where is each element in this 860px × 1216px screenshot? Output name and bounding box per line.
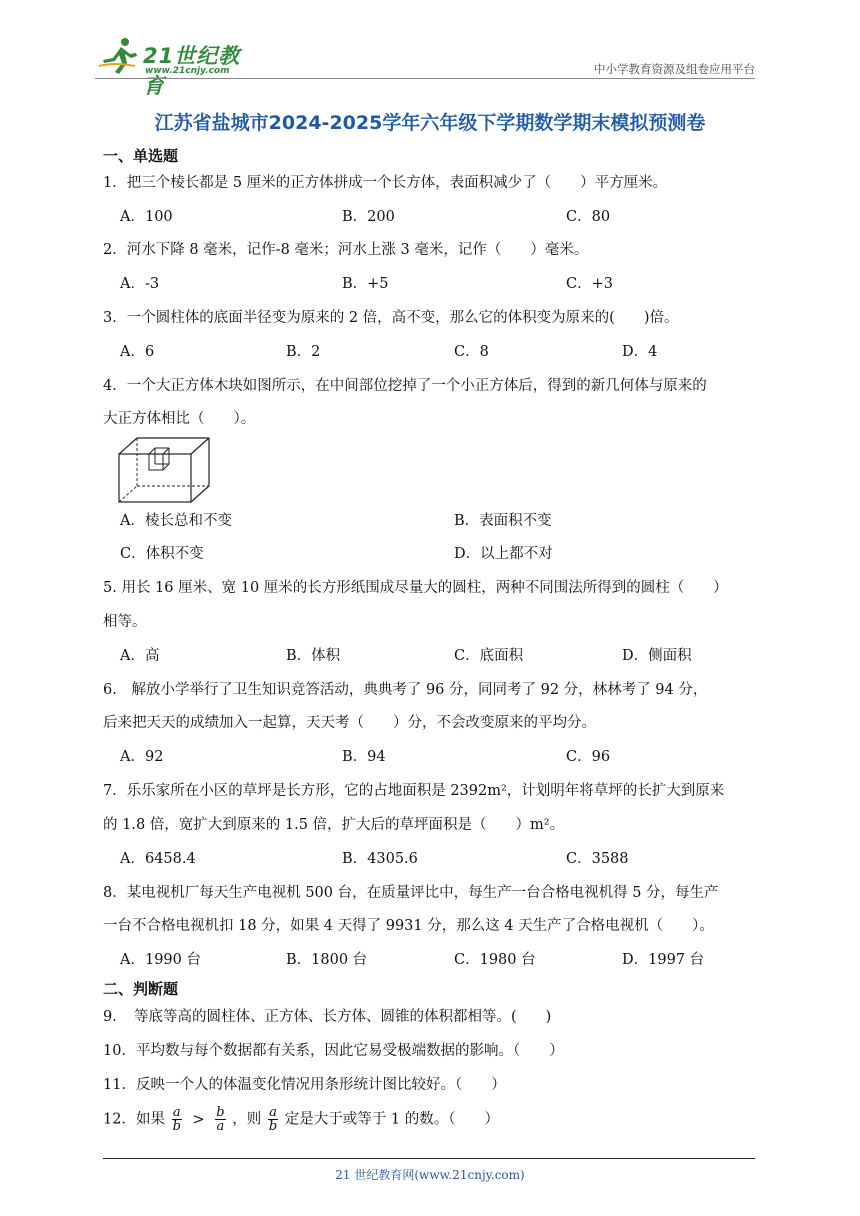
- q8-option-a: A．1990 台: [120, 952, 201, 968]
- q3-option-b: B．2: [286, 344, 321, 360]
- question-4-line-2: 大正方体相比（ ）。: [103, 411, 256, 427]
- question-4-line-1: 4．一个大正方体木块如图所示，在中间部位挖掉了一个小正方体后，得到的新几何体与原来的: [103, 378, 707, 394]
- q12-prefix: 12．如果: [103, 1111, 165, 1128]
- question-1: 1．把三个棱长都是 5 厘米的正方体拼成一个长方体，表面积减少了（ ）平方厘米。: [103, 175, 668, 191]
- q8-option-d: D．1997 台: [622, 952, 705, 968]
- platform-name: 中小学教育资源及组卷应用平台: [594, 62, 755, 76]
- q6-option-b: B．94: [342, 749, 386, 765]
- q7-option-c: C．3588: [566, 851, 629, 867]
- question-12: [103, 1106, 499, 1133]
- page-footer: 21 世纪教育网(www.21cnjy.com): [335, 1168, 525, 1182]
- fraction-a-over-b-2: $\frac{a}{b}$: [268, 1105, 278, 1134]
- q4-option-a: A．棱长总和不变: [120, 513, 232, 529]
- question-8-line-1: 8．某电视机厂每天生产电视机 500 台，在质量评比中，每生产一台合格电视机得 5 分，每生产: [103, 885, 719, 901]
- q4-option-c: C．体积不变: [120, 546, 204, 562]
- q5-option-d: D．侧面积: [622, 648, 692, 664]
- q3-option-c: C．8: [454, 344, 489, 360]
- q12-suffix: 定是大于或等于 1 的数。（ ）: [284, 1111, 499, 1128]
- question-11: 11．反映一个人的体温变化情况用条形统计图比较好。（ ）: [103, 1077, 506, 1093]
- section-heading-true-false: 二、判断题: [103, 980, 179, 998]
- q1-option-a: A．100: [120, 209, 173, 225]
- header-divider: [95, 78, 755, 79]
- logo-wordmark: 21世纪教育: [143, 44, 241, 98]
- question-5-line-2: 相等。: [103, 614, 147, 630]
- page-header: [95, 30, 755, 98]
- q7-option-a: A．6458.4: [120, 851, 196, 867]
- question-6-line-1: 6. 解放小学举行了卫生知识竞答活动，典典考了 96 分，同同考了 92 分，林林考了 94 分，: [103, 682, 708, 698]
- q8-option-c: C．1980 台: [454, 952, 536, 968]
- q6-option-a: A．92: [120, 749, 164, 765]
- question-3: 3．一个圆柱体的底面半径变为原来的 2 倍，高不变，那么它的体积变为原来的( )倍。: [103, 310, 679, 326]
- q5-option-b: B．体积: [286, 648, 341, 664]
- q7-option-b: B．4305.6: [342, 851, 418, 867]
- runner-logo-icon: [95, 36, 147, 76]
- question-8-line-2: 一台不合格电视机扣 18 分，如果 4 天得了 9931 分，那么这 4 天生产了合格电视机（ ）。: [103, 918, 714, 934]
- q5-option-a: A．高: [120, 648, 160, 664]
- q4-option-d: D．以上都不对: [454, 546, 553, 562]
- question-6-line-2: 后来把天天的成绩加入一起算，天天考（ ）分，不会改变原来的平均分。: [103, 715, 596, 731]
- q1-option-b: B．200: [342, 209, 395, 225]
- q5-option-c: C．底面积: [454, 648, 524, 664]
- q8-option-b: B．1800 台: [286, 952, 368, 968]
- section-heading-single-choice: 一、单选题: [103, 147, 179, 165]
- q2-option-a: A．-3: [120, 276, 160, 292]
- fraction-a-over-b: $\frac{a}{b}$: [172, 1105, 181, 1134]
- page-title: 江苏省盐城市2024-2025学年六年级下学期数学期末模拟预测卷: [154, 112, 706, 134]
- greater-than-sign: >: [192, 1111, 205, 1128]
- fraction-b-over-a: $\frac{b}{a}$: [216, 1105, 225, 1134]
- question-7-line-1: 7．乐乐家所在小区的草坪是长方形，它的占地面积是 2392m²，计划明年将草坪的长扩大到原来: [103, 783, 725, 799]
- q1-option-c: C．80: [566, 209, 611, 225]
- logo: [95, 36, 255, 98]
- q6-option-c: C．96: [566, 749, 611, 765]
- q12-mid: ，则: [232, 1111, 262, 1128]
- q2-option-b: B．+5: [342, 276, 389, 292]
- footer-divider: [103, 1158, 755, 1159]
- question-9: 9． 等底等高的圆柱体、正方体、长方体、圆锥的体积都相等。( ): [103, 1009, 552, 1025]
- q3-option-a: A．6: [120, 344, 155, 360]
- question-5-line-1: 5. 用长 16 厘米、宽 10 厘米的长方形纸围成尽量大的圆柱，两种不同围法所得到的圆柱（ ）: [103, 580, 728, 596]
- q4-option-b: B．表面积不变: [454, 513, 552, 529]
- q3-option-d: D．4: [622, 344, 658, 360]
- question-7-line-2: 的 1.8 倍，宽扩大到原来的 1.5 倍，扩大后的草坪面积是（ ）m²。: [103, 817, 565, 833]
- q2-option-c: C．+3: [566, 276, 613, 292]
- question-2: 2．河水下降 8 毫米，记作-8 毫米；河水上涨 3 毫米，记作（ ）毫米。: [103, 242, 589, 258]
- cube-with-cutout-figure: [117, 436, 213, 504]
- logo-url: www.21cnjy.com: [145, 66, 230, 76]
- question-10: 10．平均数与每个数据都有关系，因此它易受极端数据的影响。（ ）: [103, 1043, 564, 1059]
